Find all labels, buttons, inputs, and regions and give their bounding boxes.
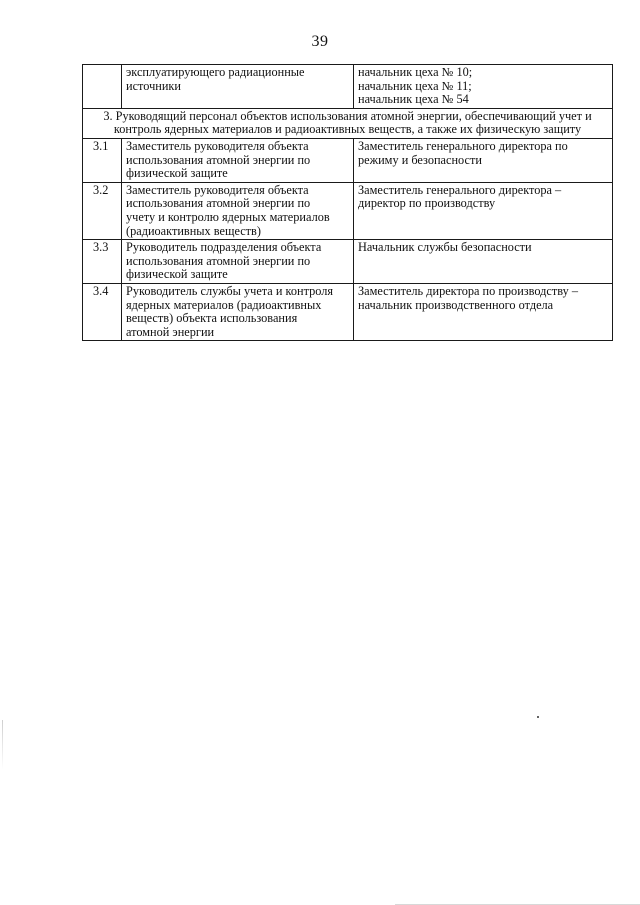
row-number-cell: 3.3 bbox=[83, 240, 122, 284]
position-line: эксплуатирующего радиационные bbox=[126, 65, 305, 79]
responsible-line: директор по производству bbox=[358, 196, 496, 211]
position-line: ядерных материалов (радиоактивных bbox=[126, 297, 322, 312]
row-number-cell: 3.4 bbox=[83, 283, 122, 340]
responsible-cell bbox=[354, 65, 613, 109]
position-line: атомной энергии bbox=[126, 324, 215, 339]
position-cell bbox=[122, 283, 354, 340]
position-cell bbox=[122, 65, 354, 109]
position-line: (радиоактивных веществ) bbox=[126, 223, 261, 238]
positions-table bbox=[82, 64, 613, 341]
responsible-line: начальник цеха № 54 bbox=[358, 92, 469, 107]
table-row bbox=[83, 182, 613, 239]
position-line: Заместитель руководителя объекта bbox=[126, 138, 309, 153]
table-row-continuation bbox=[83, 65, 613, 109]
section-header: 3. Руководящий персонал объектов использования атомной энергии, обеспечивающий учет и контроль ядерных материалов и радиоактивных веществ, а также их физическую защиту bbox=[83, 108, 613, 138]
responsible-cell bbox=[354, 283, 613, 340]
responsible-line: Начальник службы безопасности bbox=[358, 240, 532, 255]
position-line: источники bbox=[126, 78, 181, 93]
responsible-line: начальник цеха № 11; bbox=[358, 78, 472, 93]
position-cell bbox=[122, 240, 354, 284]
scan-edge-mark bbox=[2, 720, 3, 770]
responsible-cell bbox=[354, 182, 613, 239]
position-line: Руководитель подразделения объекта bbox=[126, 240, 322, 255]
row-number-cell: 3.2 bbox=[83, 182, 122, 239]
table-row bbox=[83, 240, 613, 284]
row-number-cell: 3.1 bbox=[83, 138, 122, 182]
position-cell bbox=[122, 182, 354, 239]
responsible-line: начальник цеха № 10; bbox=[358, 65, 473, 79]
position-line: использования атомной энергии по bbox=[126, 253, 311, 268]
position-line: физической защите bbox=[126, 166, 228, 181]
position-cell bbox=[122, 138, 354, 182]
page-number: 39 bbox=[311, 33, 329, 50]
position-line: использования атомной энергии по bbox=[126, 196, 311, 211]
section-header-row bbox=[83, 108, 613, 138]
scan-speck bbox=[537, 716, 539, 718]
responsible-line: Заместитель генерального директора по bbox=[358, 138, 568, 153]
row-number-cell bbox=[83, 65, 122, 109]
responsible-line: начальник производственного отдела bbox=[358, 297, 554, 312]
position-line: использования атомной энергии по bbox=[126, 152, 311, 167]
position-line: Заместитель руководителя объекта bbox=[126, 182, 309, 197]
position-line: учету и контролю ядерных материалов bbox=[126, 209, 330, 224]
position-line: веществ) объекта использования bbox=[126, 311, 298, 326]
table-row bbox=[83, 138, 613, 182]
responsible-cell bbox=[354, 138, 613, 182]
table-row bbox=[83, 283, 613, 340]
position-line: физической защите bbox=[126, 267, 228, 282]
responsible-cell bbox=[354, 240, 613, 284]
responsible-line: Заместитель генерального директора – bbox=[358, 182, 562, 197]
position-line: Руководитель службы учета и контроля bbox=[126, 283, 334, 298]
responsible-line: Заместитель директора по производству – bbox=[358, 283, 579, 298]
responsible-line: режиму и безопасности bbox=[358, 152, 482, 167]
